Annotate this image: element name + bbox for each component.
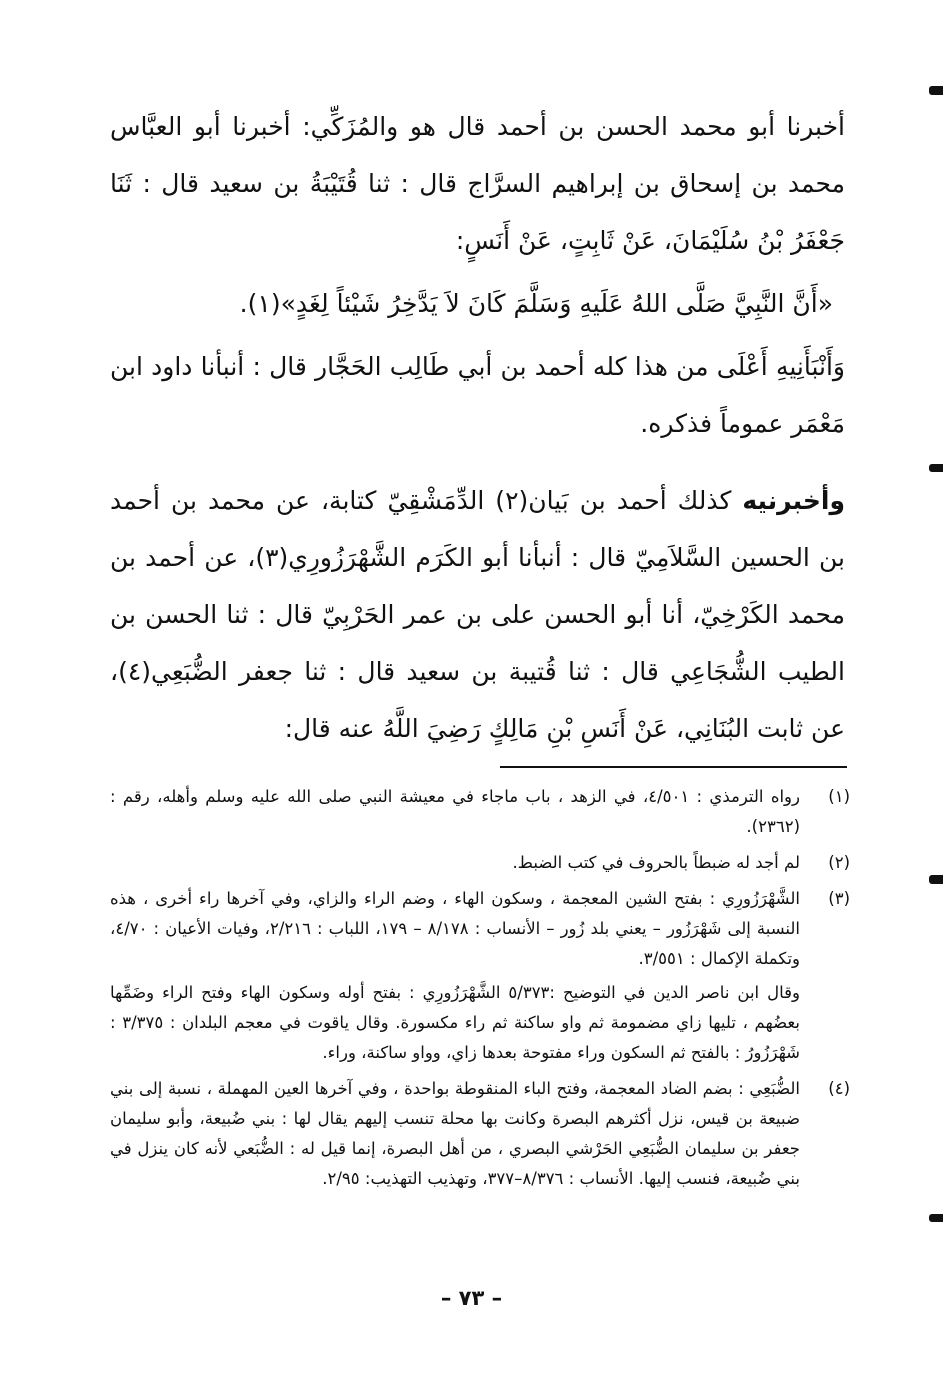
hadith-quote: «أَنَّ النَّبِيَّ صَلَّى اللهُ عَلَيهِ وَسَلَّمَ كَانَ لاَ يَدَّخِرُ شَيْئاً لِغَدٍ»(١). — [239, 289, 833, 318]
scan-edge-mark — [929, 875, 943, 884]
footnote-number: (٢) — [828, 853, 850, 872]
footnote-number: (٣) — [828, 889, 850, 908]
footnotes — [110, 782, 850, 1200]
footnote-2 — [110, 848, 850, 878]
footnote-body: الشَّهْرَزُورِي : بفتح الشين المعجمة ، وسكون الهاء ، وضم الراء والزاي، وفي آخرها راء أخرى ، هذه النسبة إلى شَهْرَزُور – يعني بلد زُور – الأنساب : ٨/١٧٨ – ١٧٩، اللباب : ٢/٢١٦، وفيات الأعيان : ٤/٧٠، وتكملة الإكمال : ٣/٥٥١. — [110, 889, 801, 968]
paragraph-4 — [110, 472, 845, 757]
footnote-body: الضُّبَعِي : بضم الضاد المعجمة، وفتح الباء المنقوطة بواحدة ، وفي آخرها العين المهملة ، نسبة إلى بني ضبيعة بن قيس، نزل أكثرهم البصرة وكانت بها محلة تنسب إليهم يقال لها : بني ضُبيعة، وأبو سليمان جعفر بن سليمان الضُّبَعِي الحَرْشي البصري ، من أهل البصرة، إنما قيل له : الضُّبَعي لأنه كان ينزل في بني ضُبيعة، فنسب إليها. الأنساب : ٨/٣٧٦–٣٧٧، وتهذيب التهذيب: ٢/٩٥. — [110, 1079, 800, 1188]
footnote-number: (١) — [828, 787, 850, 806]
footnote-continuation: وقال ابن ناصر الدين في التوضيح :٥/٣٧٣ الشَّهْرَزُورِي : بفتح أوله وسكون الهاء وفتح الراء وضَمِّها بعضُهم ، تليها زاي مضمومة ثم واو ساكنة ثم راء مكسورة. وقال ياقوت في معجم البلدان : ٣/٣٧٥ : شَهْرَزُورُ : بالفتح ثم السكون وراء مفتوحة بعدها زاي، وواو ساكنة، وراء. — [110, 983, 800, 1062]
footnote-text — [110, 884, 800, 1068]
footnote-text — [110, 1074, 800, 1194]
footnote-body: لم أجد له ضبطاً بالحروف في كتب الضبط. — [512, 853, 800, 872]
footnote-text — [110, 848, 800, 878]
footnote-3 — [110, 884, 850, 1068]
scan-edge-mark — [929, 86, 943, 95]
page-number: – ٧٣ – — [440, 1286, 503, 1310]
paragraph-1: أخبرنا أبو محمد الحسن بن أحمد قال هو والمُزَكِّي: أخبرنا أبو العبَّاس محمد بن إسحاق بن إبراهيم السرَّاج قال : ثنا قُتَيْبَةُ بن سعيد قال : ثَنَا جَعْفَرُ بْنُ سُلَيْمَانَ، عَنْ ثَابِتٍ، عَنْ أَنَسٍ: — [110, 112, 845, 255]
paragraph-4-text: كذلك أحمد بن بَيان(٢) الدِّمَشْقِيّ كتابة، عن محمد بن أحمد بن الحسين السَّلاَمِيّ قال : أنبأنا أبو الكَرَم الشَّهْرَزُورِي(٣)، عن أحمد بن محمد الكَرْخِيّ، أنا أبو الحسن على بن عمر الحَرْبِيّ قال : ثنا الحسن بن الطيب الشُّجَاعِي قال : ثنا قُتيبة بن سعيد قال : ثنا جعفر الضُّبَعِي(٤)، عن ثابت البُنَانِي، عَنْ أَنَسِ بْنِ مَالِكٍ رَضِيَ اللَّهُ عنه قال: — [110, 486, 845, 743]
main-text — [110, 98, 845, 757]
footnote-number: (٤) — [828, 1079, 850, 1098]
scan-edge-mark — [929, 1214, 943, 1222]
footnote-divider — [500, 766, 847, 768]
footnote-4 — [110, 1074, 850, 1194]
paragraph-4-lead-word: وأخبرنيه — [742, 486, 845, 515]
scan-edge-mark — [929, 464, 943, 472]
footnote-text — [110, 782, 800, 842]
paragraph-3: وَأَنْبَأَنِيهِ أَعْلَى من هذا كله أحمد بن أبي طَالِب الحَجَّار قال : أنبأنا داود ابن مَعْمَر عموماً فذكره. — [110, 352, 845, 438]
footnote-body: رواه الترمذي : ٤/٥٠١، في الزهد ، باب ماجاء في معيشة النبي صلى الله عليه وسلم وأهله، رقم : (٢٣٦٢). — [110, 787, 800, 836]
footnote-1 — [110, 782, 850, 842]
